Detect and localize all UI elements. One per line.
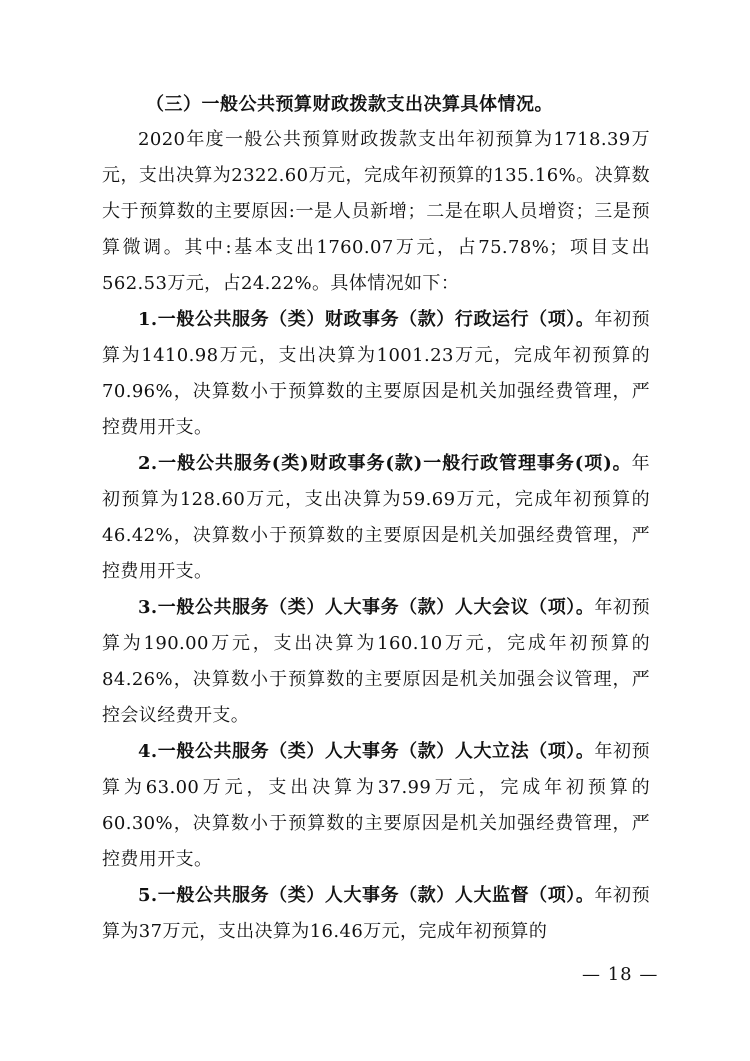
document-body xyxy=(102,88,650,950)
item-body-4: 年初预算为63.00万元，支出决算为37.99万元，完成年初预算的60.30%，决算数小于预算数的主要原因是机关加强经费管理，严控费用开支。 xyxy=(102,741,650,870)
item-body-3: 年初预算为190.00万元，支出决算为160.10万元，完成年初预算的84.26%，决算数小于预算数的主要原因是机关加强会议管理，严控会议经费开支。 xyxy=(102,597,650,726)
page-number: — 18 — xyxy=(582,964,659,985)
section-heading: （三）一般公共预算财政拨款支出决算具体情况。 xyxy=(146,94,553,115)
item-lead-3: 3.一般公共服务（类）人大事务（款）人大会议（项）。 xyxy=(138,597,595,618)
item-paragraph-3 xyxy=(102,590,650,734)
item-lead-5: 5.一般公共服务（类）人大事务（款）人大监督（项）。 xyxy=(138,885,595,906)
item-lead-1: 1.一般公共服务（类）财政事务（款）行政运行（项）。 xyxy=(138,309,595,330)
item-lead-4: 4.一般公共服务（类）人大事务（款）人大立法（项）。 xyxy=(138,741,595,762)
item-body-1: 年初预算为1410.98万元，支出决算为1001.23万元，完成年初预算的70.96%，决算数小于预算数的主要原因是机关加强经费管理，严控费用开支。 xyxy=(102,309,650,438)
item-lead-2: 2.一般公共服务(类)财政事务(款)一般行政管理事务(项)。 xyxy=(138,453,632,474)
item-paragraph-1 xyxy=(102,302,650,446)
item-body-2: 年初预算为128.60万元，支出决算为59.69万元，完成年初预算的46.42%，决算数小于预算数的主要原因是机关加强经费管理，严控费用开支。 xyxy=(102,453,650,582)
item-paragraph-4 xyxy=(102,734,650,878)
item-body-5: 年初预算为37万元，支出决算为16.46万元，完成年初预算的 xyxy=(102,885,650,942)
intro-paragraph: 2020年度一般公共预算财政拨款支出年初预算为1718.39万元，支出决算为2322.60万元，完成年初预算的135.16%。决算数大于预算数的主要原因:一是人员新增；二是在职人员增资；三是预算微调。其中:基本支出1760.07万元，占75.78%；项目支出562.53万元，占24.22%。具体情况如下： xyxy=(102,129,650,294)
item-paragraph-5 xyxy=(102,878,650,950)
item-paragraph-2 xyxy=(102,446,650,590)
